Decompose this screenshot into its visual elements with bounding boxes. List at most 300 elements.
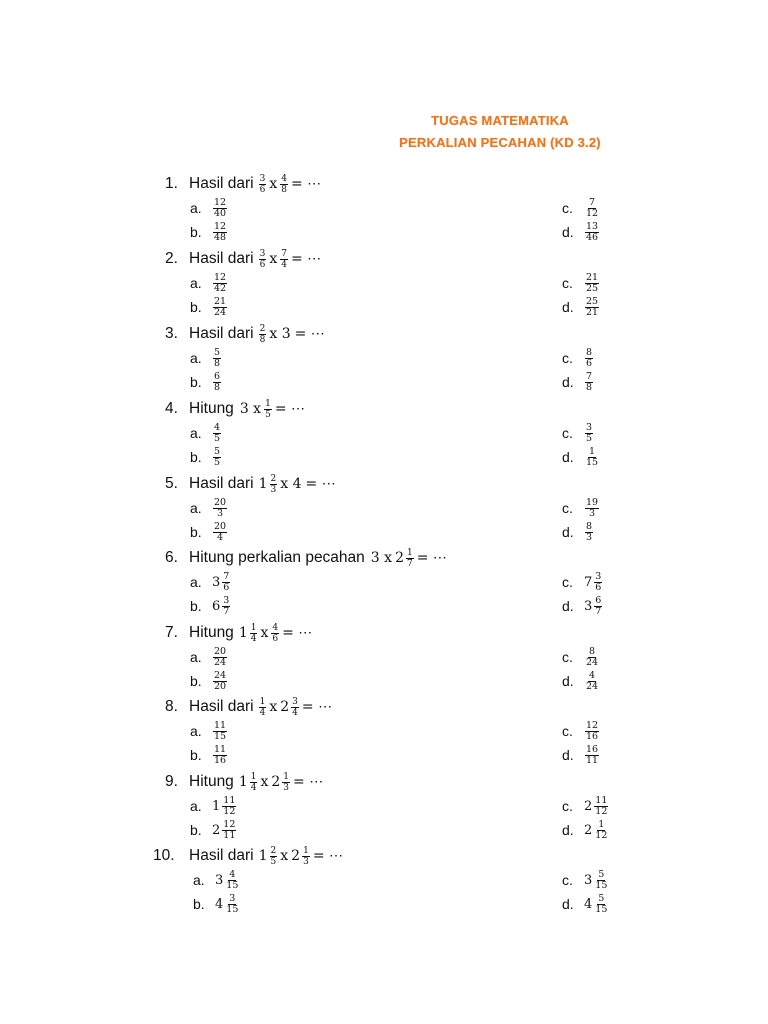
fraction-denominator: 11 — [223, 829, 236, 841]
question-item — [0, 471, 768, 545]
math-operator: x — [260, 774, 269, 790]
answer-option-b[interactable] — [193, 893, 240, 915]
option-whole-number: 6 — [212, 598, 221, 614]
fraction — [585, 372, 593, 393]
fraction-denominator: 3 — [217, 507, 224, 519]
fraction-numerator: 6 — [214, 370, 221, 382]
math-expression — [238, 623, 314, 644]
fraction-denominator: 15 — [226, 903, 239, 915]
fraction-numerator: 1 — [259, 696, 266, 707]
option-label: b. — [190, 747, 202, 763]
math-operator: = ⋯ — [312, 848, 344, 864]
fraction-numerator: 6 — [595, 594, 602, 606]
fraction-numerator: 3 — [586, 421, 593, 433]
fraction-denominator: 5 — [265, 409, 271, 420]
fraction-denominator: 8 — [281, 184, 287, 195]
fraction — [594, 820, 608, 841]
fraction-numerator: 13 — [586, 220, 599, 232]
question-number: 3. — [165, 325, 178, 342]
fraction-numerator: 20 — [214, 496, 227, 508]
question-number: 9. — [165, 773, 178, 790]
option-label: d. — [562, 224, 574, 240]
question-item — [0, 396, 768, 470]
answer-option-d[interactable] — [562, 296, 600, 318]
fraction — [259, 697, 267, 718]
fraction-denominator: 4 — [292, 707, 298, 718]
fraction-denominator: 24 — [586, 656, 599, 668]
fraction-denominator: 6 — [259, 184, 266, 195]
fraction-denominator: 8 — [259, 334, 266, 345]
fraction — [222, 596, 230, 617]
fraction-numerator: 4 — [214, 421, 221, 433]
math-operator: = ⋯ — [301, 699, 333, 715]
question-text: Hasil dari — [189, 475, 254, 492]
math-expression — [258, 474, 338, 495]
fraction-denominator: 3 — [303, 856, 309, 867]
fraction-denominator: 4 — [250, 633, 257, 644]
fraction-denominator: 3 — [270, 484, 277, 495]
fraction — [280, 174, 288, 195]
fraction — [225, 870, 239, 891]
fraction — [213, 522, 227, 543]
option-label: c. — [562, 425, 573, 441]
answer-option-b[interactable] — [190, 670, 228, 692]
fraction — [225, 894, 239, 915]
fraction-numerator: 11 — [214, 743, 227, 755]
answer-option-a[interactable] — [190, 347, 222, 369]
fraction — [585, 297, 599, 318]
fraction-numerator: 7 — [589, 196, 596, 208]
fraction-denominator: 24 — [214, 306, 227, 318]
option-label: c. — [562, 500, 573, 516]
option-whole-number: 3 — [584, 872, 593, 888]
math-operator: 3 x — [370, 550, 393, 566]
fraction — [222, 572, 230, 593]
math-operator: = ⋯ — [290, 251, 322, 267]
option-label: d. — [562, 896, 574, 912]
answer-option-c[interactable] — [562, 795, 609, 817]
fraction — [302, 846, 310, 867]
math-operator: x — [269, 699, 278, 715]
fraction-denominator: 16 — [586, 730, 599, 742]
answer-option-d[interactable] — [562, 371, 594, 393]
answer-option-b[interactable] — [190, 819, 237, 841]
fraction-numerator: 20 — [214, 645, 227, 657]
math-operator: = ⋯ — [305, 476, 336, 492]
fraction — [213, 423, 221, 444]
fraction — [213, 671, 227, 692]
fraction — [259, 324, 267, 345]
option-whole-number: 3 — [584, 598, 593, 614]
option-whole-number: 3 — [212, 574, 221, 590]
fraction — [250, 772, 258, 793]
fraction — [259, 249, 267, 270]
option-label: b. — [190, 449, 202, 465]
fraction-denominator: 42 — [214, 282, 227, 294]
fraction-denominator: 24 — [586, 680, 599, 692]
fraction-numerator: 4 — [229, 868, 236, 880]
answer-option-c[interactable] — [562, 497, 600, 519]
answer-option-d[interactable] — [562, 893, 609, 915]
math-expression — [258, 324, 327, 345]
fraction-numerator: 12 — [214, 196, 227, 208]
fraction-numerator: 7 — [586, 370, 593, 382]
option-label: c. — [562, 574, 573, 590]
fraction-denominator: 7 — [595, 605, 602, 617]
question-prompt — [165, 471, 338, 497]
whole-number: 2 — [280, 699, 290, 715]
fraction-denominator: 5 — [214, 432, 221, 444]
question-item — [0, 171, 768, 245]
fraction-numerator: 5 — [598, 892, 605, 904]
fraction-numerator: 12 — [223, 818, 236, 830]
fraction — [213, 348, 221, 369]
answer-option-a[interactable] — [190, 795, 237, 817]
fraction-denominator: 16 — [214, 754, 227, 766]
fraction-denominator: 12 — [223, 805, 236, 817]
fraction — [271, 623, 279, 644]
answer-option-b[interactable] — [190, 296, 228, 318]
option-label: a. — [190, 425, 202, 441]
fraction-denominator: 48 — [214, 231, 227, 243]
answer-option-a[interactable] — [190, 422, 222, 444]
fraction — [585, 348, 593, 369]
fraction-numerator: 25 — [586, 295, 599, 307]
math-operator: = ⋯ — [274, 401, 305, 417]
fraction-denominator: 6 — [259, 259, 266, 270]
fraction-numerator: 11 — [223, 794, 236, 806]
question-item — [0, 246, 768, 320]
fraction-denominator: 6 — [272, 633, 279, 644]
fraction-numerator: 3 — [595, 570, 602, 582]
math-expression — [258, 697, 334, 718]
fraction — [594, 596, 602, 617]
option-label: b. — [190, 673, 202, 689]
answer-option-d[interactable] — [562, 744, 600, 766]
option-label: b. — [190, 524, 202, 540]
whole-number: 2 — [395, 550, 404, 566]
question-item — [0, 769, 768, 843]
fraction-denominator: 8 — [586, 381, 593, 393]
option-label: d. — [562, 747, 574, 763]
fraction-denominator: 6 — [595, 581, 602, 593]
math-expression — [238, 772, 325, 793]
answer-option-d[interactable] — [562, 670, 600, 692]
fraction — [213, 273, 227, 294]
option-label: b. — [193, 896, 205, 912]
answer-option-c[interactable] — [562, 197, 600, 219]
fraction — [585, 671, 599, 692]
fraction-numerator: 4 — [281, 173, 287, 184]
math-expression — [369, 548, 449, 569]
question-prompt — [165, 246, 323, 272]
option-whole-number: 4 — [215, 896, 224, 912]
answer-option-a[interactable] — [190, 646, 228, 668]
option-label: a. — [193, 872, 205, 888]
fraction-numerator: 7 — [223, 570, 230, 582]
fraction — [213, 447, 221, 468]
option-label: a. — [190, 798, 202, 814]
fraction — [270, 846, 278, 867]
question-prompt — [165, 321, 327, 347]
fraction-denominator: 6 — [223, 581, 230, 593]
fraction-numerator: 8 — [586, 346, 593, 358]
option-label: a. — [190, 649, 202, 665]
fraction-denominator: 15 — [226, 879, 239, 891]
answer-option-b[interactable] — [190, 744, 228, 766]
fraction-denominator: 12 — [586, 207, 599, 219]
fraction-numerator: 3 — [292, 696, 298, 707]
fraction — [585, 647, 599, 668]
fraction — [585, 423, 593, 444]
math-expression — [258, 249, 324, 270]
fraction-numerator: 5 — [214, 445, 221, 457]
question-text: Hasil dari — [189, 847, 254, 864]
answer-option-b[interactable] — [190, 371, 222, 393]
answer-option-a[interactable] — [190, 197, 228, 219]
option-label: a. — [190, 723, 202, 739]
fraction-numerator: 11 — [214, 719, 227, 731]
math-operator: x — [269, 251, 278, 267]
option-label: a. — [190, 350, 202, 366]
option-whole-number: 1 — [212, 798, 221, 814]
fraction — [213, 198, 227, 219]
fraction-numerator: 8 — [586, 520, 593, 532]
answer-option-b[interactable] — [190, 521, 228, 543]
fraction-numerator: 5 — [214, 346, 221, 358]
math-expression — [258, 174, 324, 195]
option-label: d. — [562, 299, 574, 315]
option-label: c. — [562, 200, 573, 216]
option-label: d. — [562, 822, 574, 838]
fraction-denominator: 5 — [586, 432, 593, 444]
fraction-numerator: 21 — [214, 295, 227, 307]
fraction-numerator: 4 — [272, 622, 279, 633]
option-whole-number: 7 — [584, 574, 593, 590]
fraction — [213, 297, 227, 318]
question-number: 10. — [153, 847, 175, 864]
fraction-numerator: 21 — [586, 271, 599, 283]
fraction-denominator: 4 — [250, 782, 257, 793]
answer-option-d[interactable] — [562, 819, 609, 841]
fraction-numerator: 1 — [250, 771, 257, 782]
fraction-denominator: 21 — [586, 306, 599, 318]
fraction-denominator: 8 — [214, 381, 221, 393]
question-prompt — [165, 769, 325, 795]
fraction — [594, 796, 608, 817]
whole-number: 1 — [238, 625, 248, 641]
fraction — [594, 870, 608, 891]
option-label: b. — [190, 822, 202, 838]
answer-option-a[interactable] — [190, 497, 228, 519]
question-text: Hasil dari — [189, 325, 254, 342]
fraction-denominator: 6 — [586, 357, 593, 369]
fraction — [585, 498, 599, 519]
option-whole-number: 2 — [584, 822, 593, 838]
fraction-numerator: 2 — [259, 323, 266, 334]
fraction-numerator: 3 — [223, 594, 230, 606]
fraction-numerator: 24 — [214, 669, 227, 681]
fraction — [406, 548, 414, 569]
answer-option-c[interactable] — [562, 272, 600, 294]
math-operator: x 4 — [280, 476, 302, 492]
fraction-denominator: 12 — [595, 805, 608, 817]
fraction — [259, 174, 267, 195]
answer-option-b[interactable] — [190, 221, 228, 243]
answer-option-c[interactable] — [562, 720, 600, 742]
option-whole-number: 3 — [215, 872, 224, 888]
answer-option-d[interactable] — [562, 595, 603, 617]
question-item — [0, 545, 768, 619]
whole-number: 2 — [271, 774, 281, 790]
question-prompt — [165, 171, 323, 197]
fraction — [585, 447, 599, 468]
answer-option-b[interactable] — [190, 595, 231, 617]
fraction-denominator: 15 — [595, 879, 608, 891]
option-label: b. — [190, 374, 202, 390]
option-label: b. — [190, 598, 202, 614]
question-text: Hitung — [189, 773, 234, 790]
fraction — [585, 721, 599, 742]
fraction — [213, 222, 227, 243]
fraction-denominator: 15 — [586, 456, 599, 468]
fraction-numerator: 3 — [259, 173, 266, 184]
question-text: Hitung — [189, 624, 234, 641]
fraction — [213, 721, 227, 742]
fraction-numerator: 1 — [250, 622, 257, 633]
fraction-denominator: 3 — [586, 531, 593, 543]
fraction-denominator: 5 — [214, 456, 221, 468]
question-text: Hitung perkalian pecahan — [189, 549, 365, 566]
option-label: d. — [562, 449, 574, 465]
question-number: 7. — [165, 624, 178, 641]
fraction-denominator: 15 — [214, 730, 227, 742]
fraction — [213, 745, 227, 766]
answer-option-d[interactable] — [562, 446, 600, 468]
answer-option-a[interactable] — [190, 571, 231, 593]
fraction-denominator: 24 — [214, 656, 227, 668]
whole-number: 1 — [238, 774, 248, 790]
math-operator: = ⋯ — [282, 625, 313, 641]
answer-option-a[interactable] — [190, 272, 228, 294]
fraction-numerator: 1 — [265, 398, 271, 409]
fraction-numerator: 12 — [214, 220, 227, 232]
answer-option-a[interactable] — [190, 720, 228, 742]
fraction-denominator: 25 — [586, 282, 599, 294]
fraction — [594, 894, 608, 915]
fraction — [213, 647, 227, 668]
fraction — [291, 697, 299, 718]
option-label: d. — [562, 598, 574, 614]
fraction-denominator: 4 — [217, 531, 224, 543]
fraction — [213, 498, 227, 519]
option-label: c. — [562, 275, 573, 291]
option-label: a. — [190, 275, 202, 291]
answer-option-c[interactable] — [562, 347, 594, 369]
fraction-denominator: 12 — [595, 829, 608, 841]
option-label: a. — [190, 500, 202, 516]
question-item — [0, 694, 768, 768]
question-number: 6. — [165, 549, 178, 566]
fraction-denominator: 8 — [214, 357, 221, 369]
math-expression — [238, 399, 307, 420]
fraction — [264, 399, 272, 420]
fraction-numerator: 1 — [598, 818, 605, 830]
fraction-denominator: 3 — [283, 782, 290, 793]
math-operator: = ⋯ — [293, 774, 324, 790]
fraction-numerator: 2 — [270, 845, 277, 856]
fraction-numerator: 2 — [270, 473, 277, 484]
fraction-numerator: 11 — [595, 794, 608, 806]
math-operator: = ⋯ — [290, 176, 322, 192]
option-whole-number: 2 — [584, 798, 593, 814]
fraction-numerator: 1 — [283, 771, 290, 782]
option-label: c. — [562, 350, 573, 366]
answer-option-c[interactable] — [562, 869, 609, 891]
option-label: c. — [562, 872, 573, 888]
fraction — [585, 745, 599, 766]
math-operator: x — [269, 176, 278, 192]
option-label: a. — [190, 574, 202, 590]
math-operator: = ⋯ — [294, 326, 325, 342]
math-expression — [258, 846, 345, 867]
fraction — [585, 522, 593, 543]
fraction-numerator: 1 — [406, 547, 413, 558]
question-text: Hasil dari — [189, 698, 254, 715]
question-prompt — [165, 694, 334, 720]
fraction — [250, 623, 258, 644]
fraction — [585, 273, 599, 294]
math-operator: x 3 — [269, 326, 291, 342]
fraction — [594, 572, 602, 593]
option-label: d. — [562, 374, 574, 390]
question-prompt — [153, 843, 345, 869]
fraction-numerator: 16 — [586, 743, 599, 755]
answer-option-c[interactable] — [562, 422, 594, 444]
option-whole-number: 2 — [212, 822, 221, 838]
fraction-numerator: 20 — [214, 520, 227, 532]
answer-option-c[interactable] — [562, 571, 603, 593]
fraction-denominator: 7 — [223, 605, 230, 617]
question-number: 2. — [165, 250, 178, 267]
option-label: c. — [562, 649, 573, 665]
answer-option-d[interactable] — [562, 521, 594, 543]
fraction-numerator: 8 — [589, 645, 596, 657]
question-prompt — [165, 620, 314, 646]
option-label: b. — [190, 299, 202, 315]
answer-option-d[interactable] — [562, 221, 600, 243]
whole-number: 1 — [258, 848, 268, 864]
fraction-numerator: 4 — [589, 669, 596, 681]
option-label: a. — [190, 200, 202, 216]
worksheet-subtitle: PERKALIAN PECAHAN (KD 3.2) — [399, 135, 601, 150]
fraction — [222, 796, 236, 817]
fraction-denominator: 4 — [281, 259, 287, 270]
math-operator: x — [260, 625, 269, 641]
question-item — [0, 620, 768, 694]
answer-option-a[interactable] — [193, 869, 240, 891]
option-label: b. — [190, 224, 202, 240]
fraction-numerator: 5 — [598, 868, 605, 880]
math-operator: 3 x — [239, 401, 262, 417]
fraction — [585, 222, 599, 243]
fraction-numerator: 3 — [259, 248, 266, 259]
fraction-numerator: 19 — [586, 496, 599, 508]
fraction-numerator: 12 — [586, 719, 599, 731]
answer-option-c[interactable] — [562, 646, 600, 668]
question-text: Hasil dari — [189, 250, 254, 267]
answer-option-b[interactable] — [190, 446, 222, 468]
